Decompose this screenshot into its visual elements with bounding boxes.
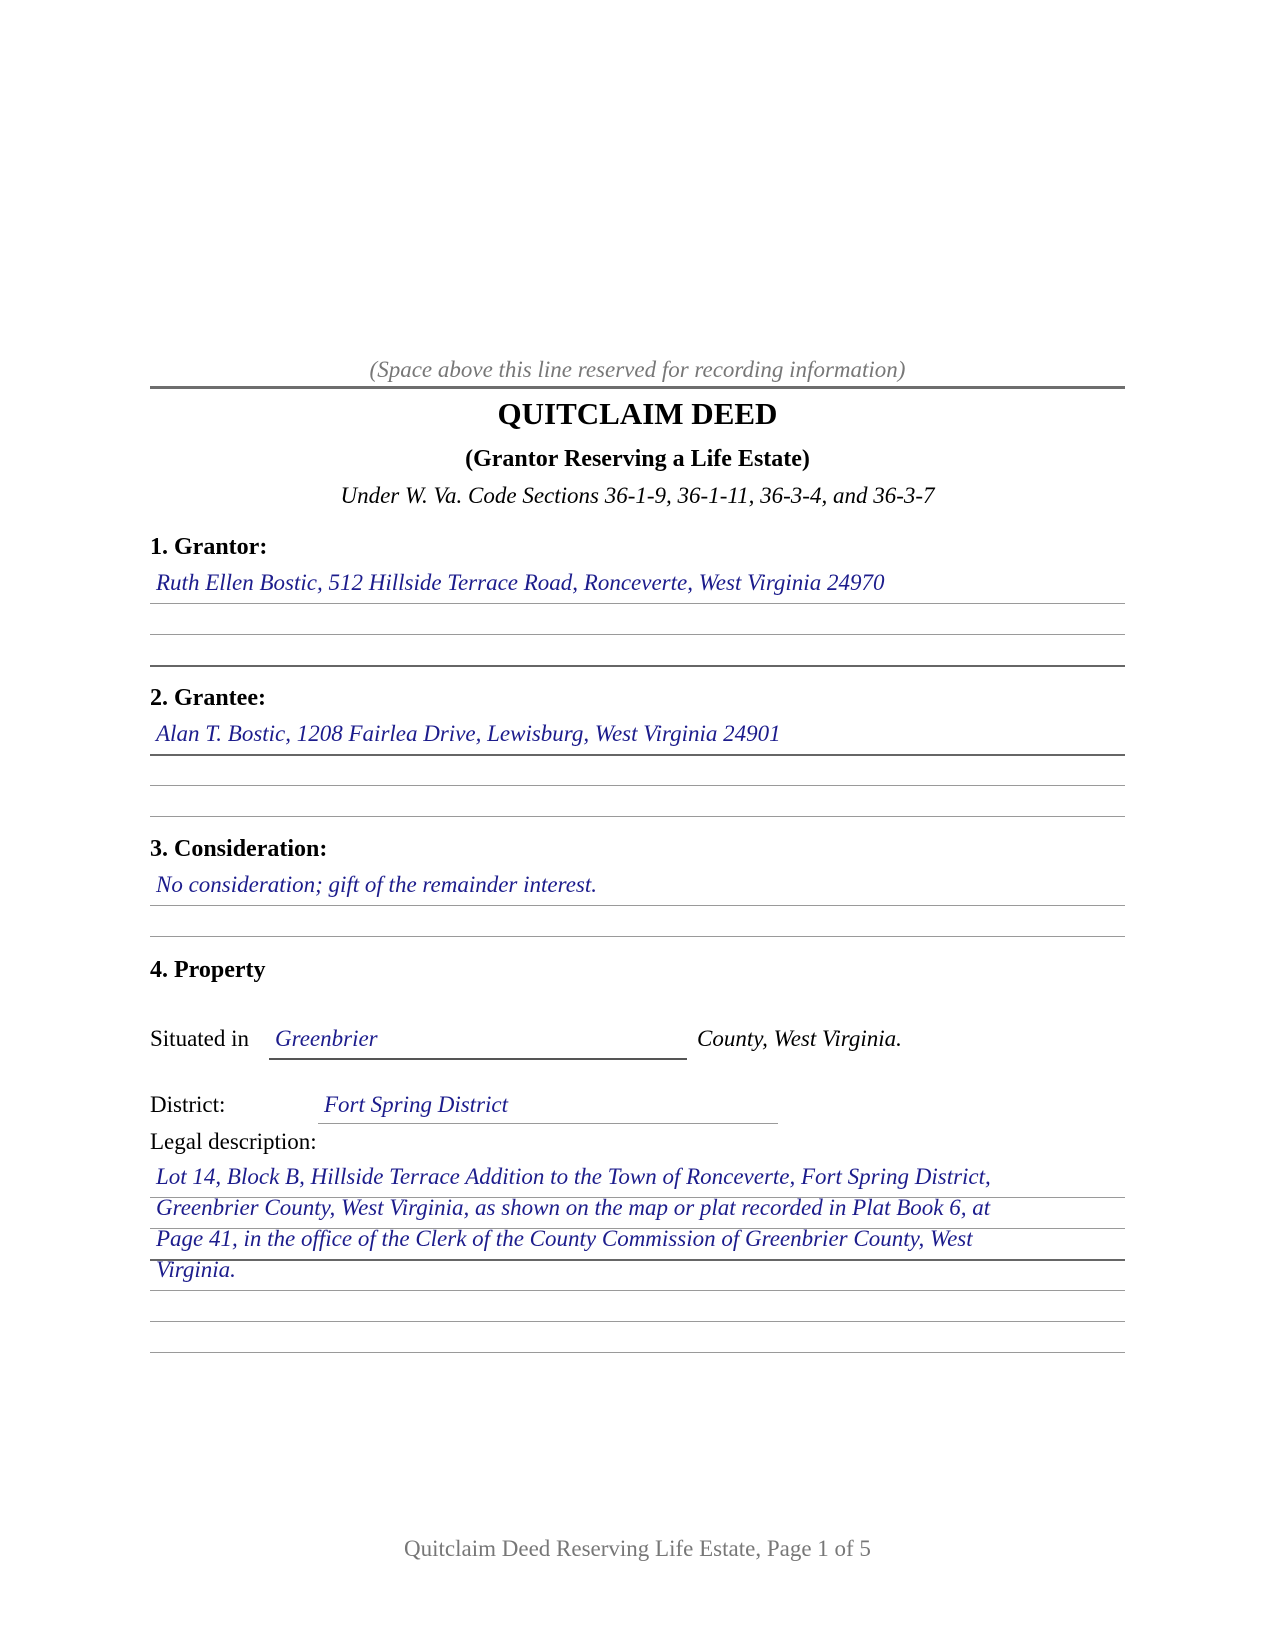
consideration-line-1: [150, 905, 1125, 906]
property-heading: 4. Property: [150, 957, 266, 983]
district-underline: [318, 1123, 778, 1124]
page-footer: Quitclaim Deed Reserving Life Estate, Page 1 of 5: [404, 1536, 871, 1561]
legal-rule-6: [150, 1352, 1125, 1353]
document-title: QUITCLAIM DEED: [497, 396, 778, 431]
grantee-line-3: [150, 816, 1125, 817]
grantor-field[interactable]: Ruth Ellen Bostic, 512 Hillside Terrace Road, Ronceverte, West Virginia 24970: [156, 570, 885, 595]
county-underline: [269, 1058, 687, 1060]
grantor-line-3: [150, 665, 1125, 667]
recording-divider: [150, 386, 1125, 389]
grantor-line-1: [150, 603, 1125, 604]
grantor-heading: 1. Grantor:: [150, 534, 268, 560]
district-field[interactable]: Fort Spring District: [324, 1092, 509, 1117]
recording-note: (Space above this line reserved for recording information): [369, 357, 906, 382]
legal-rule-5: [150, 1321, 1125, 1322]
document-subtitle: (Grantor Reserving a Life Estate): [465, 446, 810, 472]
statute-reference: Under W. Va. Code Sections 36-1-9, 36-1-11, 36-3-4, and 36-3-7: [340, 483, 935, 508]
legal-description-line[interactable]: Virginia.: [156, 1257, 236, 1282]
grantee-field[interactable]: Alan T. Bostic, 1208 Fairlea Drive, Lewisburg, West Virginia 24901: [156, 721, 781, 746]
grantee-line-2: [150, 785, 1125, 786]
consideration-line-2: [150, 936, 1125, 937]
legal-description-line[interactable]: Lot 14, Block B, Hillside Terrace Addition to the Town of Ronceverte, Fort Spring District,: [156, 1164, 991, 1189]
county-field[interactable]: Greenbrier: [275, 1026, 378, 1051]
grantee-line-1: [150, 754, 1125, 756]
legal-rule-4: [150, 1290, 1125, 1291]
legal-description-line[interactable]: Greenbrier County, West Virginia, as shown on the map or plat recorded in Plat Book 6, at: [156, 1195, 991, 1220]
situated-label: Situated in: [150, 1026, 250, 1051]
legal-description-label: Legal description:: [150, 1129, 317, 1154]
consideration-heading: 3. Consideration:: [150, 836, 328, 862]
district-label: District:: [150, 1092, 226, 1117]
county-suffix: County, West Virginia.: [697, 1026, 902, 1051]
grantor-line-2: [150, 634, 1125, 635]
grantee-heading: 2. Grantee:: [150, 685, 266, 711]
consideration-field[interactable]: No consideration; gift of the remainder interest.: [156, 872, 597, 897]
legal-description-line[interactable]: Page 41, in the office of the Clerk of the County Commission of Greenbrier County, West: [156, 1226, 973, 1251]
